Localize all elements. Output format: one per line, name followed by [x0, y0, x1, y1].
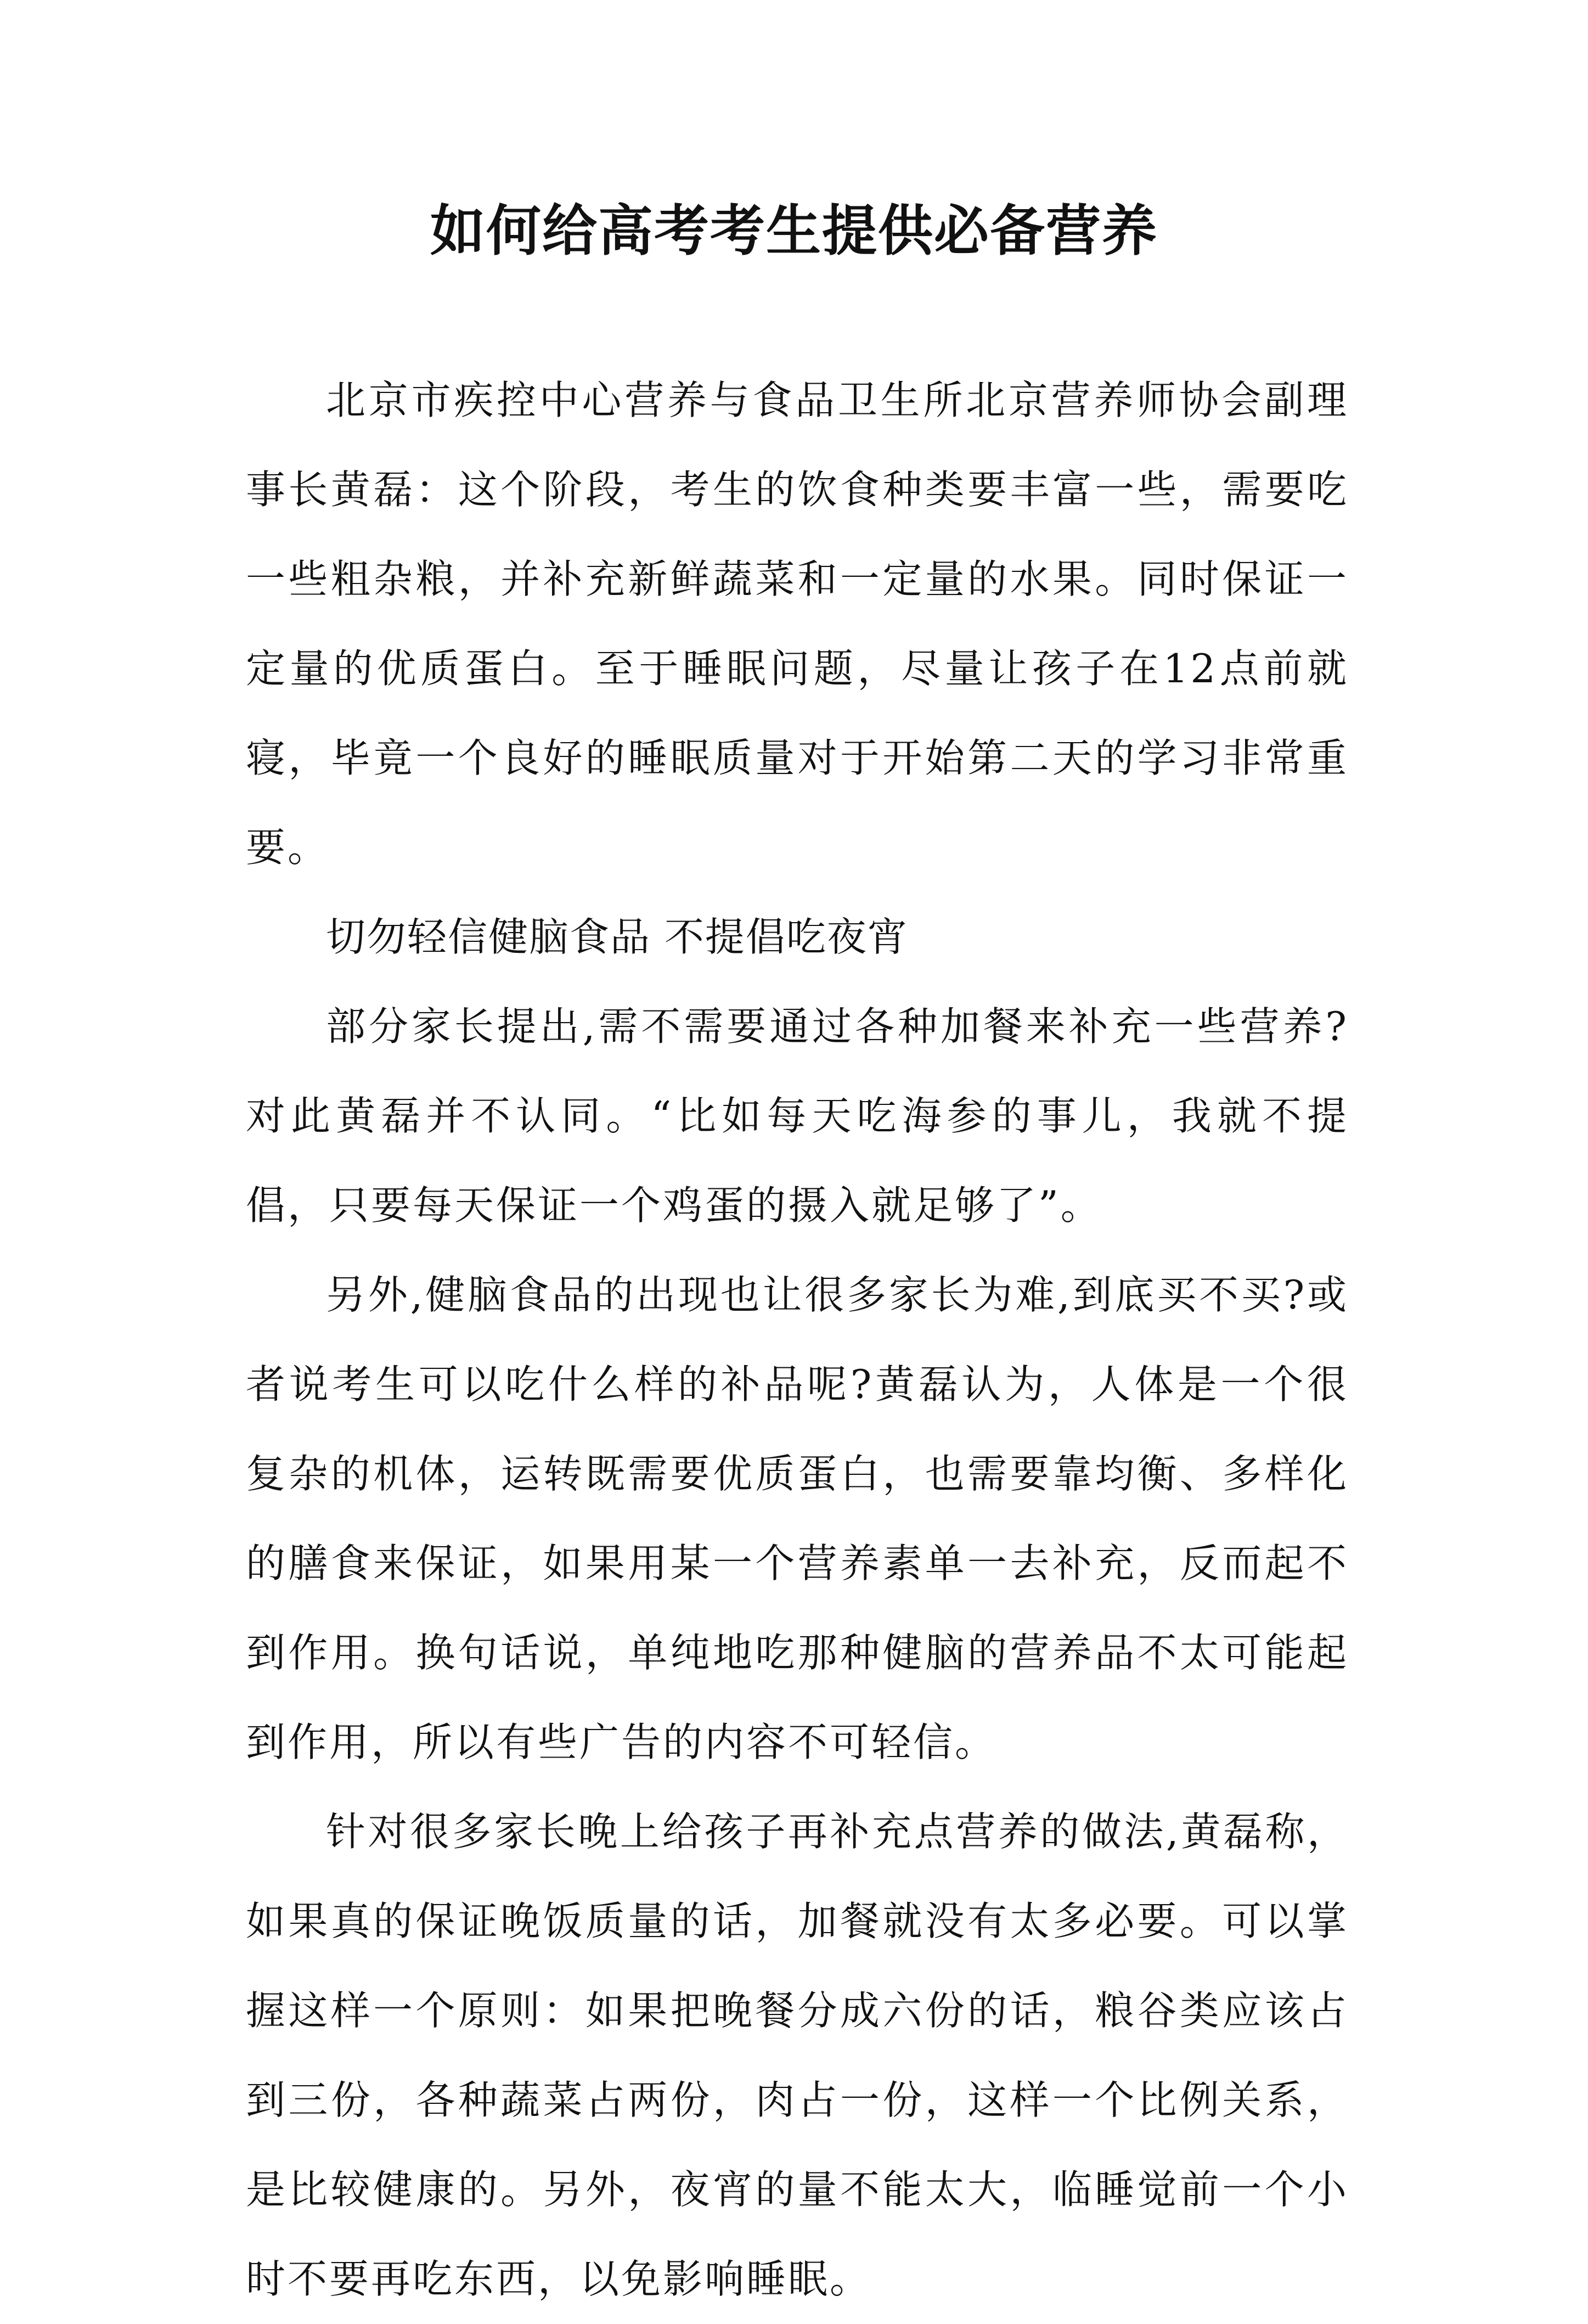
paragraph-snacks: 部分家长提出,需不需要通过各种加餐来补充一些营养?对此黄磊并不认同。“比如每天吃海参的事儿，我就不提倡，只要每天保证一个鸡蛋的摄入就足够了”。 [246, 1003, 1349, 1228]
document-body [246, 356, 1349, 2324]
paragraph-brain-food: 另外,健脑食品的出现也让很多家长为难,到底买不买?或者说考生可以吃什么样的补品呢?黄磊认为，人体是一个很复杂的机体，运转既需要优质蛋白，也需要靠均衡、多样化的膳食来保证，如果用某一个营养素单一去补充，反而起不到作用。换句话说，单纯地吃那种健脑的营养品不太可能起到作用，所以有些广告的内容不可轻信。 [246, 1272, 1349, 1765]
section-heading: 切勿轻信健脑食品 不提倡吃夜宵 [326, 914, 908, 960]
paragraph-intro: 北京市疾控中心营养与食品卫生所北京营养师协会副理事长黄磊：这个阶段，考生的饮食种类要丰富一些，需要吃一些粗杂粮，并补充新鲜蔬菜和一定量的水果。同时保证一定量的优质蛋白。至于睡眠问题，尽量让孩子在12点前就寝，毕竟一个良好的睡眠质量对于开始第二天的学习非常重要。 [246, 377, 1349, 871]
paragraph-dinner: 针对很多家长晚上给孩子再补充点营养的做法,黄磊称，如果真的保证晚饭质量的话，加餐就没有太多必要。可以掌握这样一个原则：如果把晚餐分成六份的话，粮谷类应该占到三份，各种蔬菜占两份，肉占一份，这样一个比例关系，是比较健康的。另外，夜宵的量不能太大，临睡觉前一个小时不要再吃东西，以免影响睡眠。 [246, 1809, 1349, 2302]
document-title: 如何给高考考生提供必备营养 [430, 198, 1158, 263]
